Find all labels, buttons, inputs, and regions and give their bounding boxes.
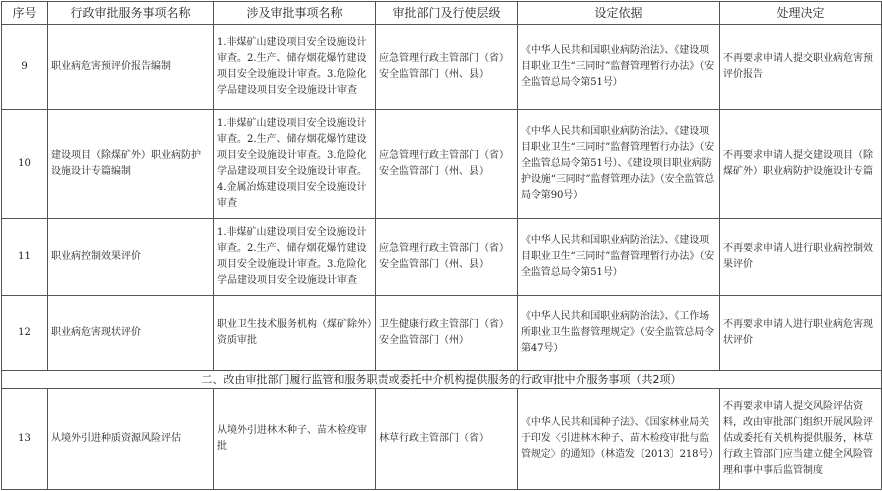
- decision-cell: 不再要求申请人提交建设项目（除煤矿外）职业病防护设施设计专篇: [720, 110, 882, 219]
- table-row: [2, 389, 882, 490]
- involved-approval-cell: 从境外引进林木种子、苗木检疫审批: [214, 389, 376, 490]
- department-cell: 应急管理行政主管部门（省）安全监管部门（州、县）: [376, 219, 518, 296]
- service-name-cell: 建设项目（除煤矿外）职业病防护设施设计专篇编制: [48, 110, 214, 219]
- service-name-cell: 职业病危害预评价报告编制: [48, 25, 214, 110]
- service-name-cell: 从境外引进种质资源风险评估: [48, 389, 214, 490]
- decision-cell: 不再要求申请人提交风险评估资料，改由审批部门组织开展风险评估或委托有关机构提供服务，林草行政主管部门应当建立健全风险管理和事中事后监管制度: [720, 389, 882, 490]
- row-number: 9: [2, 25, 48, 110]
- involved-approval-cell: 职业卫生技术服务机构（煤矿除外）资质审批: [214, 296, 376, 371]
- basis-cell: 《中华人民共和国职业病防治法》、《建设项目职业卫生“三同时”监督管理暂行办法》（安全监管总局令第51号）、《建设项目职业病防护设施“三同时”监督管理办法》（安全监管总局令第90号）: [518, 110, 720, 219]
- header-decision: 处理决定: [720, 2, 882, 25]
- header-row: [2, 2, 882, 25]
- involved-approval-cell: 1.非煤矿山建设项目安全设施设计审查。2.生产、储存烟花爆竹建设项目安全设施设计审查。3.危险化学品建设项目安全设施设计审查: [214, 219, 376, 296]
- row-number: 12: [2, 296, 48, 371]
- service-name-cell: 职业病控制效果评价: [48, 219, 214, 296]
- department-cell: 卫生健康行政主管部门（省）安全监管部门（州）: [376, 296, 518, 371]
- row-number: 11: [2, 219, 48, 296]
- involved-approval-cell: 1.非煤矿山建设项目安全设施设计审查。2.生产、储存烟花爆竹建设项目安全设施设计审查。3.危险化学品建设项目安全设施设计审查: [214, 25, 376, 110]
- section-heading-row: [2, 371, 882, 389]
- header-seq: 序号: [2, 2, 48, 25]
- service-name-cell: 职业病危害现状评价: [48, 296, 214, 371]
- header-department: 审批部门及行使层级: [376, 2, 518, 25]
- department-cell: 应急管理行政主管部门（省）安全监管部门（州、县）: [376, 25, 518, 110]
- basis-cell: 《中华人民共和国职业病防治法》、《工作场所职业卫生监督管理规定》（安全监管总局令第47号）: [518, 296, 720, 371]
- basis-cell: 《中华人民共和国种子法》、《国家林业局关于印发〈引进林木种子、苗木检疫审批与监管规定〉的通知》（林造发〔2013〕218号）: [518, 389, 720, 490]
- department-cell: 应急管理行政主管部门（省）安全监管部门（州、县）: [376, 110, 518, 219]
- header-service-name: 行政审批服务事项名称: [48, 2, 214, 25]
- row-number: 10: [2, 110, 48, 219]
- approval-items-table: [1, 1, 882, 490]
- row-number: 13: [2, 389, 48, 490]
- decision-cell: 不再要求申请人提交职业病危害预评价报告: [720, 25, 882, 110]
- decision-cell: 不再要求申请人进行职业病危害现状评价: [720, 296, 882, 371]
- section-heading: 二、改由审批部门履行监管和服务职责或委托中介机构提供服务的行政审批中介服务事项（共2项）: [2, 371, 882, 389]
- table-row: [2, 296, 882, 371]
- table-row: [2, 110, 882, 219]
- table-row: [2, 25, 882, 110]
- department-cell: 林草行政主管部门（省）: [376, 389, 518, 490]
- basis-cell: 《中华人民共和国职业病防治法》、《建设项目职业卫生“三同时”监督管理暂行办法》（安全监管总局令第51号）: [518, 25, 720, 110]
- header-basis: 设定依据: [518, 2, 720, 25]
- involved-approval-cell: 1.非煤矿山建设项目安全设施设计审查。2.生产、储存烟花爆竹建设项目安全设施设计审查。3.危险化学品建设项目安全设施设计审查。4.金属冶炼建设项目安全设施设计审查: [214, 110, 376, 219]
- decision-cell: 不再要求申请人进行职业病控制效果评价: [720, 219, 882, 296]
- table-row: [2, 219, 882, 296]
- basis-cell: 《中华人民共和国职业病防治法》、《建设项目职业卫生“三同时”监督管理暂行办法》（安全监管总局令第51号）: [518, 219, 720, 296]
- header-involved-approval: 涉及审批事项名称: [214, 2, 376, 25]
